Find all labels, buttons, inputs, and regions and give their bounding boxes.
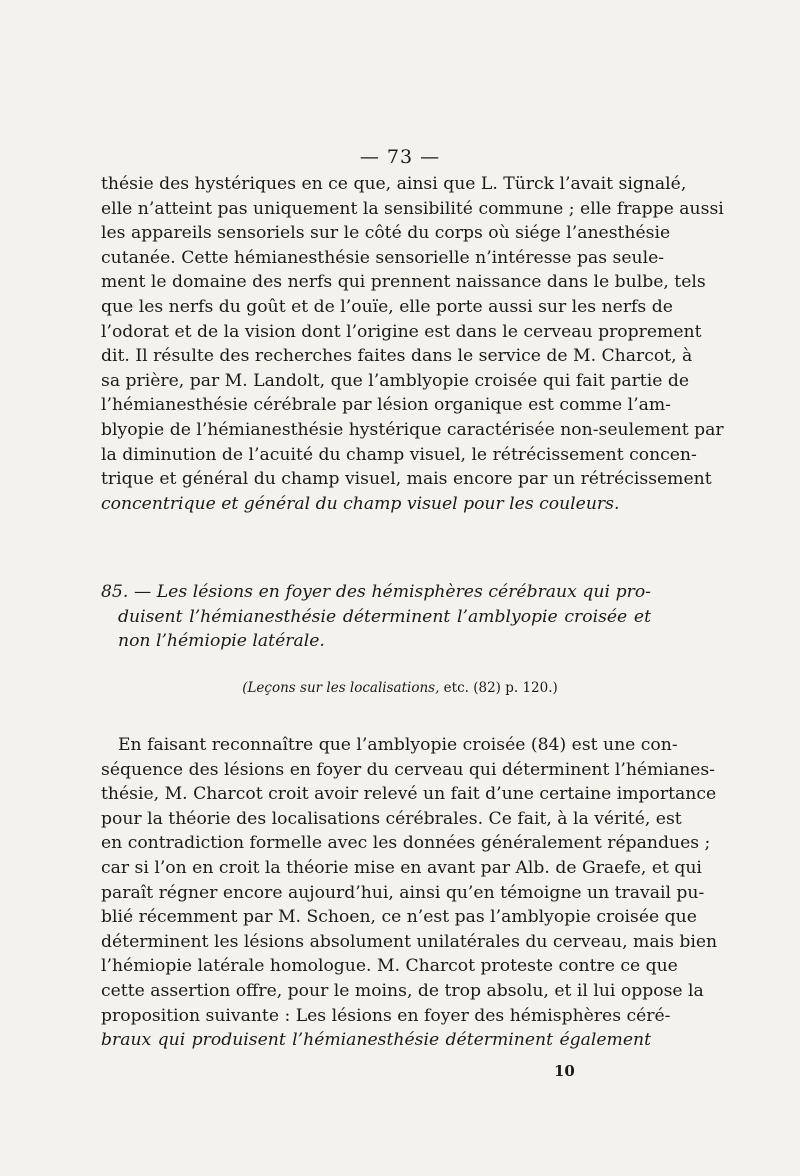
text-line: trique et général du champ visuel, mais encore par un rétrécissement [101, 469, 712, 490]
text-line: proposition suivante : Les lésions en foyer des hémisphères céré- [101, 1005, 671, 1026]
heading-line: 85. — Les lésions en foyer des hémisphères cérébraux qui pro- [101, 582, 651, 602]
text-line: thésie, M. Charcot croit avoir relevé un fait d’une certaine importance [101, 784, 717, 805]
heading-line: duisent l’hémianesthésie déterminent l’amblyopie croisée et [118, 606, 651, 627]
text-line: dit. Il résulte des recherches faites dans le service de M. Charcot, à [101, 346, 693, 367]
text-line: séquence des lésions en foyer du cerveau qui déterminent l’hémianes- [101, 759, 715, 780]
heading-line: non l’hémiopie latérale. [118, 631, 325, 652]
text-line: l’hémianesthésie cérébrale par lésion organique est comme l’am- [101, 395, 671, 416]
text-line: déterminent les lésions absolument unilatérales du cerveau, mais bien [101, 931, 718, 952]
paragraph-anesthesia [101, 172, 724, 516]
section-heading-85 [101, 580, 651, 654]
text-line: concentrique et général du champ visuel pour les couleurs. [101, 493, 620, 514]
text-line: blié récemment par M. Schoen, ce n’est pas l’amblyopie croisée que [101, 907, 697, 928]
text-line: l’odorat et de la vision dont l’origine est dans le cerveau proprement [101, 321, 702, 342]
text-line: thésie des hystériques en ce que, ainsi que L. Türck l’avait signalé, [101, 174, 687, 194]
citation [0, 680, 800, 696]
text-line: l’hémiopie latérale homologue. M. Charcot proteste contre ce que [101, 956, 678, 977]
text-line: que les nerfs du goût et de l’ouïe, elle porte aussi sur les nerfs de [101, 296, 673, 317]
text-line: pour la théorie des localisations cérébrales. Ce fait, à la vérité, est [101, 808, 682, 829]
text-line: sa prière, par M. Landolt, que l’amblyopie croisée qui fait partie de [101, 370, 690, 391]
text-line: cette assertion offre, pour le moins, de trop absolu, et il lui oppose la [101, 980, 704, 1001]
text-line: braux qui produisent l’hémianesthésie déterminent également [101, 1030, 651, 1051]
text-line: ment le domaine des nerfs qui prennent naissance dans le bulbe, tels [101, 272, 706, 293]
paragraph-charcot [101, 733, 718, 1053]
text-line: cutanée. Cette hémianesthésie sensorielle n’intéresse pas seule- [101, 247, 665, 268]
text-line: en contradiction formelle avec les données généralement répandues ; [101, 833, 711, 854]
citation-title: (Leçons sur les localisations, [242, 680, 440, 696]
text-line: blyopie de l’hémianesthésie hystérique caractérisée non-seulement par [101, 419, 724, 440]
page-number: — 73 — [359, 146, 441, 168]
text-line: elle n’atteint pas uniquement la sensibilité commune ; elle frappe aussi [101, 198, 724, 219]
text-line: la diminution de l’acuité du champ visuel, le rétrécissement concen- [101, 444, 697, 465]
text-line: En faisant reconnaître que l’amblyopie croisée (84) est une con- [118, 735, 678, 755]
text-line: paraît régner encore aujourd’hui, ainsi qu’en témoigne un travail pu- [101, 882, 705, 903]
text-line: les appareils sensoriels sur le côté du corps où siége l’anesthésie [101, 223, 671, 244]
citation-rest: etc. (82) p. 120.) [439, 680, 558, 696]
text-line: car si l’on en croit la théorie mise en avant par Alb. de Graefe, et qui [101, 857, 702, 878]
signature-mark: 10 [554, 1062, 575, 1080]
